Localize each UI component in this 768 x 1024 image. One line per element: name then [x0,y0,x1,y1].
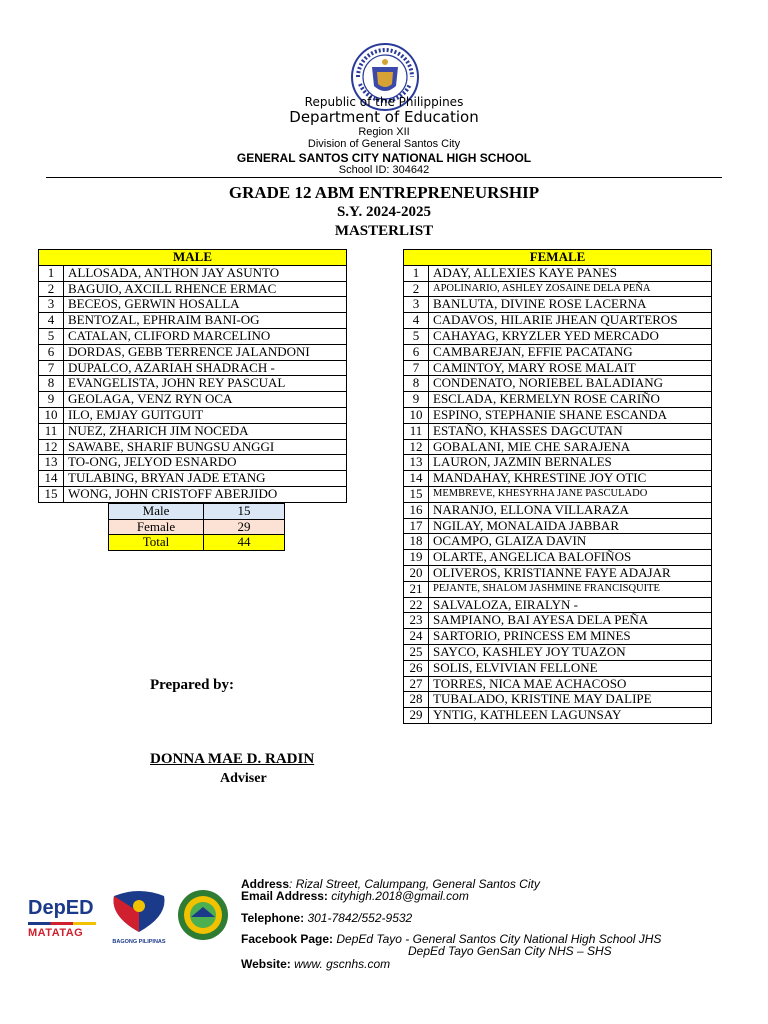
row-number: 12 [39,439,64,455]
table-row [39,265,347,281]
table-row [404,613,712,629]
address-label: Address [241,877,290,891]
student-name: SARTORIO, PRINCESS EM MINES [429,629,712,645]
summary-value: 29 [204,519,285,535]
row-number: 13 [39,455,64,471]
student-name: ESTAÑO, KHASSES DAGCUTAN [429,423,712,439]
student-name: TO-ONG, JELYOD ESNARDO [64,455,347,471]
table-row [404,518,712,534]
row-number: 6 [39,344,64,360]
table-row [404,660,712,676]
row-number: 9 [39,392,64,408]
row-number: 13 [404,455,429,471]
student-name: ADAY, ALLEXIES KAYE PANES [429,265,712,281]
table-row [404,376,712,392]
school-id: School ID: 304642 [338,164,430,176]
row-number: 17 [404,518,429,534]
female-table [403,249,712,724]
summary-row [109,519,285,535]
email-value: cityhigh.2018@gmail.com [327,889,469,903]
student-name: NARANJO, ELLONA VILLARAZA [429,502,712,518]
row-number: 12 [404,439,429,455]
row-number: 18 [404,534,429,550]
row-number: 27 [404,676,429,692]
row-number: 6 [404,344,429,360]
male-header: MALE [39,250,347,266]
division-line: Division of General Santos City [307,138,461,150]
summary-table [108,503,285,551]
summary-row [109,504,285,520]
phone-value: 301-7842/552-9532 [304,911,413,925]
student-name: CAHAYAG, KRYZLER YED MERCADO [429,328,712,344]
student-name: CAMINTOY, MARY ROSE MALAIT [429,360,712,376]
row-number: 24 [404,629,429,645]
table-row [404,265,712,281]
summary-value: 44 [204,535,285,551]
table-row [39,486,347,502]
table-row [404,708,712,724]
table-row [39,360,347,376]
table-row [404,328,712,344]
bagong-pilipinas-text: BAGONG PILIPINAS [112,939,166,945]
summary-value: 15 [204,504,285,520]
table-row [404,676,712,692]
table-row [404,534,712,550]
student-name: ESPINO, STEPHANIE SHANE ESCANDA [429,407,712,423]
row-number: 10 [404,407,429,423]
student-name: GEOLAGA, VENZ RYN OCA [64,392,347,408]
adviser-role: Adviser [220,771,267,786]
summary-label: Male [109,504,204,520]
student-name: SALVALOZA, EIRALYN - [429,597,712,613]
student-name: BAGUIO, AXCILL RHENCE ERMAC [64,281,347,297]
row-number: 14 [39,471,64,487]
row-number: 8 [404,376,429,392]
website-label: Website: [241,957,291,971]
student-name: CADAVOS, HILARIE JHEAN QUARTEROS [429,313,712,329]
row-number: 4 [404,313,429,329]
student-name: BANLUTA, DIVINE ROSE LACERNA [429,297,712,313]
row-number: 11 [404,423,429,439]
table-row [404,423,712,439]
deped-logo-text: DepED [28,897,94,919]
student-name: APOLINARIO, ASHLEY ZOSAINE DELA PEÑA [429,281,712,297]
row-number: 9 [404,392,429,408]
student-name: YNTIG, KATHLEEN LAGUNSAY [429,708,712,724]
student-name: OLIVEROS, KRISTIANNE FAYE ADAJAR [429,565,712,581]
student-name: SAWABE, SHARIF BUNGSU ANGGI [64,439,347,455]
student-name: LAURON, JAZMIN BERNALES [429,455,712,471]
summary-row [109,535,285,551]
school-seal-logo [177,889,229,941]
student-name: SAYCO, KASHLEY JOY TUAZON [429,644,712,660]
school-year: S.Y. 2024-2025 [336,204,432,220]
student-name: ESCLADA, KERMELYN ROSE CARIÑO [429,392,712,408]
table-row [39,392,347,408]
student-name: MEMBREVE, KHESYRHA JANE PASCULADO [429,486,712,502]
row-number: 15 [404,486,429,502]
email-label: Email Address: [241,889,328,903]
row-number: 29 [404,708,429,724]
facebook-label: Facebook Page: [241,932,334,946]
row-number: 23 [404,613,429,629]
row-number: 8 [39,376,64,392]
summary-label: Female [109,519,204,535]
row-number: 7 [39,360,64,376]
table-row [404,344,712,360]
table-row [404,550,712,566]
summary-label: Total [109,535,204,551]
row-number: 10 [39,407,64,423]
address-value: : Rizal Street, Calumpang, General Santos City [289,877,540,891]
row-number: 26 [404,660,429,676]
student-name: EVANGELISTA, JOHN REY PASCUAL [64,376,347,392]
student-name: BENTOZAL, EPHRAIM BANI-OG [64,313,347,329]
table-row [39,407,347,423]
student-name: PEJANTE, SHALOM JASHMINE FRANCISQUITE [429,581,712,597]
footer-facebook-2: DepEd Tayo GenSan City NHS – SHS [408,944,612,958]
table-row [404,455,712,471]
row-number: 14 [404,471,429,487]
row-number: 7 [404,360,429,376]
phone-label: Telephone: [241,911,305,925]
student-name: ALLOSADA, ANTHON JAY ASUNTO [64,265,347,281]
table-row [39,344,347,360]
row-number: 16 [404,502,429,518]
table-row [404,644,712,660]
adviser-name: DONNA MAE D. RADIN [150,751,315,767]
masterlist-label: MASTERLIST [334,223,434,239]
table-row [404,581,712,597]
row-number: 22 [404,597,429,613]
student-name: CATALAN, CLIFORD MARCELINO [64,328,347,344]
student-name: NUEZ, ZHARICH JIM NOCEDA [64,423,347,439]
row-number: 2 [404,281,429,297]
table-row [39,281,347,297]
republic-line: Republic of the Philippines [304,95,464,109]
table-row [404,297,712,313]
student-name: SAMPIANO, BAI AYESA DELA PEÑA [429,613,712,629]
student-name: WONG, JOHN CRISTOFF ABERJIDO [64,486,347,502]
table-row [39,439,347,455]
bagong-pilipinas-logo [108,886,170,944]
table-row [404,471,712,487]
student-name: GOBALANI, MIE CHE SARAJENA [429,439,712,455]
table-row [39,313,347,329]
row-number: 5 [404,328,429,344]
row-number: 2 [39,281,64,297]
row-number: 28 [404,692,429,708]
row-number: 3 [404,297,429,313]
table-row [404,360,712,376]
table-row [404,439,712,455]
table-row [404,313,712,329]
table-row [404,486,712,502]
student-name: CONDENATO, NORIEBEL BALADIANG [429,376,712,392]
row-number: 5 [39,328,64,344]
footer-website [241,957,390,971]
table-row [39,471,347,487]
row-number: 15 [39,486,64,502]
website-value: www. gscnhs.com [290,957,391,971]
region-line: Region XII [358,126,410,138]
table-row [404,692,712,708]
table-row [39,423,347,439]
student-name: OLARTE, ANGELICA BALOFIÑOS [429,550,712,566]
student-name: DUPALCO, AZARIAH SHADRACH - [64,360,347,376]
student-name: ILO, EMJAY GUITGUIT [64,407,347,423]
row-number: 21 [404,581,429,597]
male-table [38,249,347,503]
row-number: 25 [404,644,429,660]
department-line: Department of Education [289,108,479,126]
table-row [404,597,712,613]
table-row [404,281,712,297]
table-row [39,455,347,471]
row-number: 1 [39,265,64,281]
student-name: TUBALADO, KRISTINE MAY DALIPE [429,692,712,708]
table-row [404,629,712,645]
student-name: CAMBAREJAN, EFFIE PACATANG [429,344,712,360]
matatag-logo-text: MATATAG [28,927,84,939]
table-row [39,328,347,344]
row-number: 1 [404,265,429,281]
row-number: 3 [39,297,64,313]
table-row [404,392,712,408]
facebook-value-1: DepEd Tayo - General Santos City National High School JHS [333,932,662,946]
table-row [404,407,712,423]
table-row [39,297,347,313]
footer-phone [241,911,412,925]
table-row [404,502,712,518]
footer-email [241,889,469,903]
student-name: TORRES, NICA MAE ACHACOSO [429,676,712,692]
school-name: GENERAL SANTOS CITY NATIONAL HIGH SCHOOL [236,151,532,165]
student-name: SOLIS, ELVIVIAN FELLONE [429,660,712,676]
student-name: TULABING, BRYAN JADE ETANG [64,471,347,487]
student-name: MANDAHAY, KHRESTINE JOY OTIC [429,471,712,487]
student-name: BECEOS, GERWIN HOSALLA [64,297,347,313]
female-header: FEMALE [404,250,712,266]
table-row [404,565,712,581]
page-title: GRADE 12 ABM ENTREPRENEURSHIP [228,183,540,202]
table-row [39,376,347,392]
header-divider [46,177,722,178]
student-name: DORDAS, GEBB TERRENCE JALANDONI [64,344,347,360]
row-number: 11 [39,423,64,439]
student-name: NGILAY, MONALAIDA JABBAR [429,518,712,534]
row-number: 4 [39,313,64,329]
deped-matatag-logo [28,888,96,944]
row-number: 20 [404,565,429,581]
row-number: 19 [404,550,429,566]
student-name: OCAMPO, GLAIZA DAVIN [429,534,712,550]
prepared-by-label: Prepared by: [150,677,235,693]
